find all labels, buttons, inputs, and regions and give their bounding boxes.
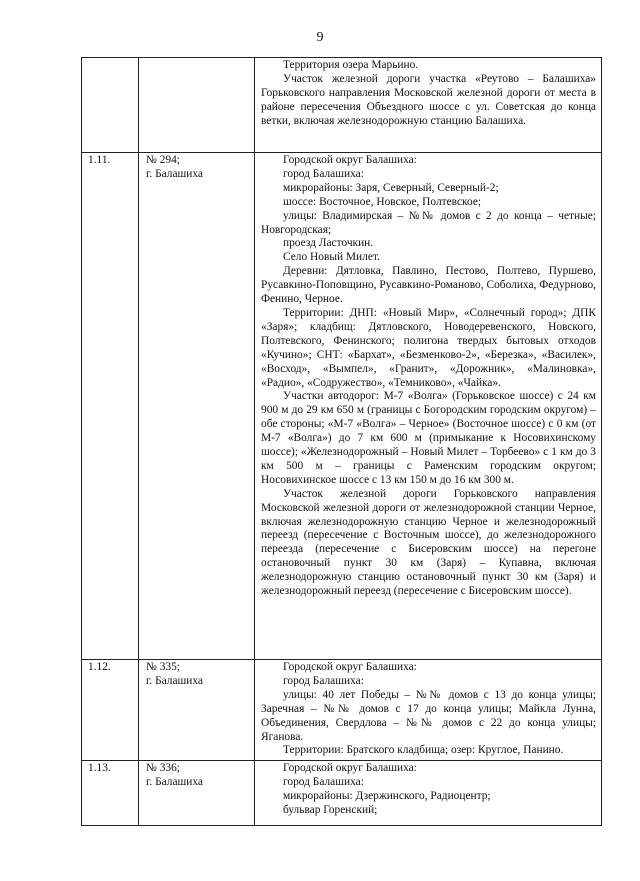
polling-station-cell [139, 58, 255, 153]
territory-paragraph: Село Новый Милет. [283, 251, 380, 264]
polling-station-cell [139, 153, 255, 660]
territory-paragraph: шоссе: Восточное, Новское, Полтевское; [283, 195, 482, 208]
territory-description-cell [255, 761, 602, 826]
territory-paragraph: микрорайоны: Заря, Северный, Северный-2; [283, 181, 499, 194]
territory-paragraph: город Балашиха: [283, 775, 364, 788]
territory-paragraph: Участок железной дороги участка «Реутово – Балашиха» Горьковского направления Московской железной дороги от места в районе пересечения Объездного шоссе с ул. Советская до конца ветки, включая железнодорожную станцию Балашиха. [261, 72, 596, 127]
table-row [82, 153, 602, 660]
territory-paragraph: город Балашиха: [283, 674, 364, 687]
territory-paragraph: Городской округ Балашиха: [283, 762, 417, 774]
row-number-cell: 1.11. [82, 153, 139, 660]
polling-station-number: № 335; [146, 661, 180, 673]
polling-station-number: № 294; [146, 154, 180, 166]
polling-station-city: г. Балашиха [146, 775, 203, 788]
polling-station-number: № 336; [146, 762, 180, 774]
territory-description-cell [255, 58, 602, 153]
territory-paragraph: улицы: Владимирская – №№ домов с 2 до конца – четные; Новгородская; [261, 209, 596, 236]
polling-station-city: г. Балашиха [146, 167, 203, 180]
territory-paragraph: Участки автодорог: М-7 «Волга» (Горьковское шоссе) с 24 км 900 м до 29 км 650 м (границы с Богородским городским округом) – обе стороны; «М-7 «Волга» – Черное» (Восточное шоссе) с 0 км (от М-7 «Волга») до 7 км 600 м (примыкание к Носовихинскому шоссе); «Железнодорожный – Новый Милет – Торбеево» с 1 км до 3 км 500 м – границы с Раменским городским округом; Носовихинское шоссе с 13 км 150 м до 16 км 300 м. [261, 390, 596, 486]
territory-paragraph: Участок железной дороги Горьковского направления Московской железной дороги от железнодорожной станции Черное, включая железнодорожную станцию Черное и железнодорожный переезд (пересечение с Восточным шоссе), до железнодорожного переезда (пересечение с Бисеровским шоссе) на перегоне остановочный пункт 30 км (Заря) – Купавна, включая железнодорожную станцию остановочный пункт 30 км (Заря) и железнодорожный переезд (пересечение с Бисеровским шоссе). [261, 487, 596, 598]
polling-station-cell [139, 660, 255, 761]
row-number-cell: 1.13. [82, 761, 139, 826]
polling-districts-table [81, 57, 602, 826]
table-row [82, 660, 602, 761]
territory-paragraph: бульвар Горенский; [283, 803, 378, 816]
row-number-cell [82, 58, 139, 153]
territory-description-cell [255, 660, 602, 761]
territory-paragraph: Территории: Братского кладбища; озер: Круглое, Панино. [283, 744, 564, 757]
row-number-cell: 1.12. [82, 660, 139, 761]
territory-paragraph: город Балашиха: [283, 167, 364, 180]
territory-paragraph: микрорайоны: Дзержинского, Радиоцентр; [283, 789, 491, 802]
territory-paragraph: Городской округ Балашиха: [283, 661, 417, 673]
territory-paragraph: Городской округ Балашиха: [283, 154, 417, 166]
territory-description-cell [255, 153, 602, 660]
polling-station-city: г. Балашиха [146, 674, 203, 687]
territory-paragraph: проезд Ласточкин. [283, 237, 374, 250]
polling-station-cell [139, 761, 255, 826]
territory-paragraph: Территория озера Марьино. [283, 59, 419, 71]
table-row [82, 58, 602, 153]
territory-paragraph: улицы: 40 лет Победы – №№ домов с 13 до конца улицы; Заречная – №№ домов с 17 до конца улицы; Майкла Лунна, Объединения, Свердлова – №№ домов с 22 до конца улицы; Яганова. [261, 688, 596, 743]
page-number: 9 [316, 30, 324, 45]
territory-paragraph: Территории: ДНП: «Новый Мир», «Солнечный город»; ДПК «Заря»; кладбищ: Дятловского, Новодеревенского, Новского, Полтевского, Фенинского; полигона твердых бытовых отходов «Кучино»; СНТ: «Бархат», «Безменково-2», «Березка», «Василек», «Восход», «Вымпел», «Гранит», «Дорожник», «Малиновка», «Радио», «Содружество», «Темниково», «Чайка». [261, 306, 596, 389]
territory-paragraph: Деревни: Дятловка, Павлино, Пестово, Полтево, Пуршево, Русавкино-Поповщино, Русавкино-Романово, Соболиха, Федурново, Фенино, Черное. [261, 265, 596, 306]
table-row [82, 761, 602, 826]
